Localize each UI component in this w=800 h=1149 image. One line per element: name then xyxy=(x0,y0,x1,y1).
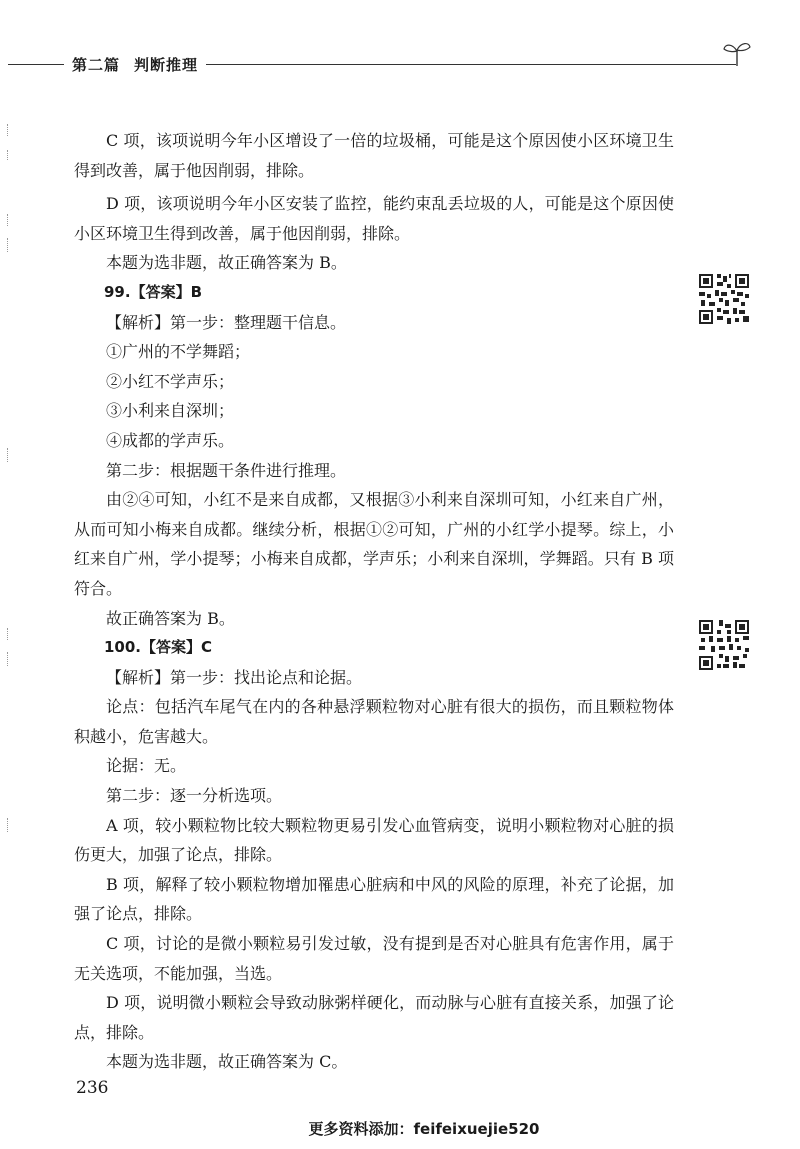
paragraph-option-c-prev: C 项，该项说明今年小区增设了一倍的垃圾桶，可能是这个原因使小区环境卫生得到改善，属于他因削弱，排除。 xyxy=(74,131,674,180)
answer-heading-100: 100.【答案】C xyxy=(104,638,213,657)
header-rule-right xyxy=(206,64,736,65)
promo-label: 更多资料添加： xyxy=(308,1120,414,1138)
condition-1: ①广州的不学舞蹈； xyxy=(106,342,251,362)
qr-code-icon[interactable] xyxy=(697,618,751,672)
answer-heading-99: 99.【答案】B xyxy=(104,282,203,301)
margin-mark xyxy=(7,652,8,666)
margin-mark xyxy=(7,238,8,252)
page-body xyxy=(74,126,674,1077)
option-a-analysis: A 项，较小颗粒物比较大颗粒物更易引发心血管病变，说明小颗粒物对心脏的损伤更大，加强了论点，排除。 xyxy=(74,815,674,865)
promo-account: feifeixuejie520 xyxy=(413,1120,540,1138)
option-d-analysis: D 项，说明微小颗粒会导致动脉粥样硬化，而动脉与心脏有直接关系，加强了论点，排除。 xyxy=(74,993,674,1042)
margin-mark xyxy=(7,628,8,640)
option-c-analysis: C 项，讨论的是微小颗粒易引发过敏，没有提到是否对心脏具有危害作用，属于无关选项，不能加强，当选。 xyxy=(74,934,674,983)
argument-evidence: 论据：无。 xyxy=(106,756,187,776)
condition-4: ④成都的学声乐。 xyxy=(106,430,235,450)
margin-mark xyxy=(7,124,8,136)
sprout-icon xyxy=(722,40,752,68)
answer-conclusion-99: 故正确答案为 B。 xyxy=(106,608,235,628)
analysis-step2-99: 第二步：根据题干条件进行推理。 xyxy=(106,460,347,480)
margin-mark xyxy=(7,150,8,160)
paragraph-option-d-prev: D 项，该项说明今年小区安装了监控，能约束乱丢垃圾的人，可能是这个原因使小区环境卫生得到改善，属于他因削弱，排除。 xyxy=(74,194,674,243)
margin-mark xyxy=(7,448,8,462)
reasoning-99: 由②④可知，小红不是来自成都，又根据③小利来自深圳可知，小红来自广州，从而可知小梅来自成都。继续分析，根据①②可知，广州的小红学小提琴。综上，小红来自广州，学小提琴；小梅来自成都，学声乐；小利来自深圳，学舞蹈。只有 B 项符合。 xyxy=(74,490,674,598)
promo-footer xyxy=(0,1118,800,1139)
condition-2: ②小红不学声乐； xyxy=(106,371,235,391)
analysis-step2-100: 第二步：逐一分析选项。 xyxy=(106,786,283,806)
condition-3: ③小利来自深圳； xyxy=(106,401,235,421)
analysis-step1-99: 【解析】第一步：整理题干信息。 xyxy=(106,312,347,332)
answer-conclusion-100: 本题为选非题，故正确答案为 C。 xyxy=(106,1052,348,1072)
option-b-analysis: B 项，解释了较小颗粒物增加罹患心脏病和中风的风险的原理，补充了论据，加强了论点，排除。 xyxy=(74,874,674,924)
margin-mark xyxy=(7,818,8,832)
argument-claim: 论点：包括汽车尾气在内的各种悬浮颗粒物对心脏有很大的损伤，而且颗粒物体积越小，危害越大。 xyxy=(74,697,674,746)
analysis-step1-100: 【解析】第一步：找出论点和论据。 xyxy=(106,667,363,687)
running-header xyxy=(72,54,212,75)
header-rule-left xyxy=(8,64,64,65)
page-number: 236 xyxy=(76,1078,109,1098)
header-section: 判断推理 xyxy=(134,56,199,74)
header-part: 第二篇 xyxy=(72,56,121,74)
qr-code-icon[interactable] xyxy=(697,272,751,326)
margin-mark xyxy=(7,214,8,226)
paragraph-conclusion-98: 本题为选非题，故正确答案为 B。 xyxy=(106,253,347,273)
